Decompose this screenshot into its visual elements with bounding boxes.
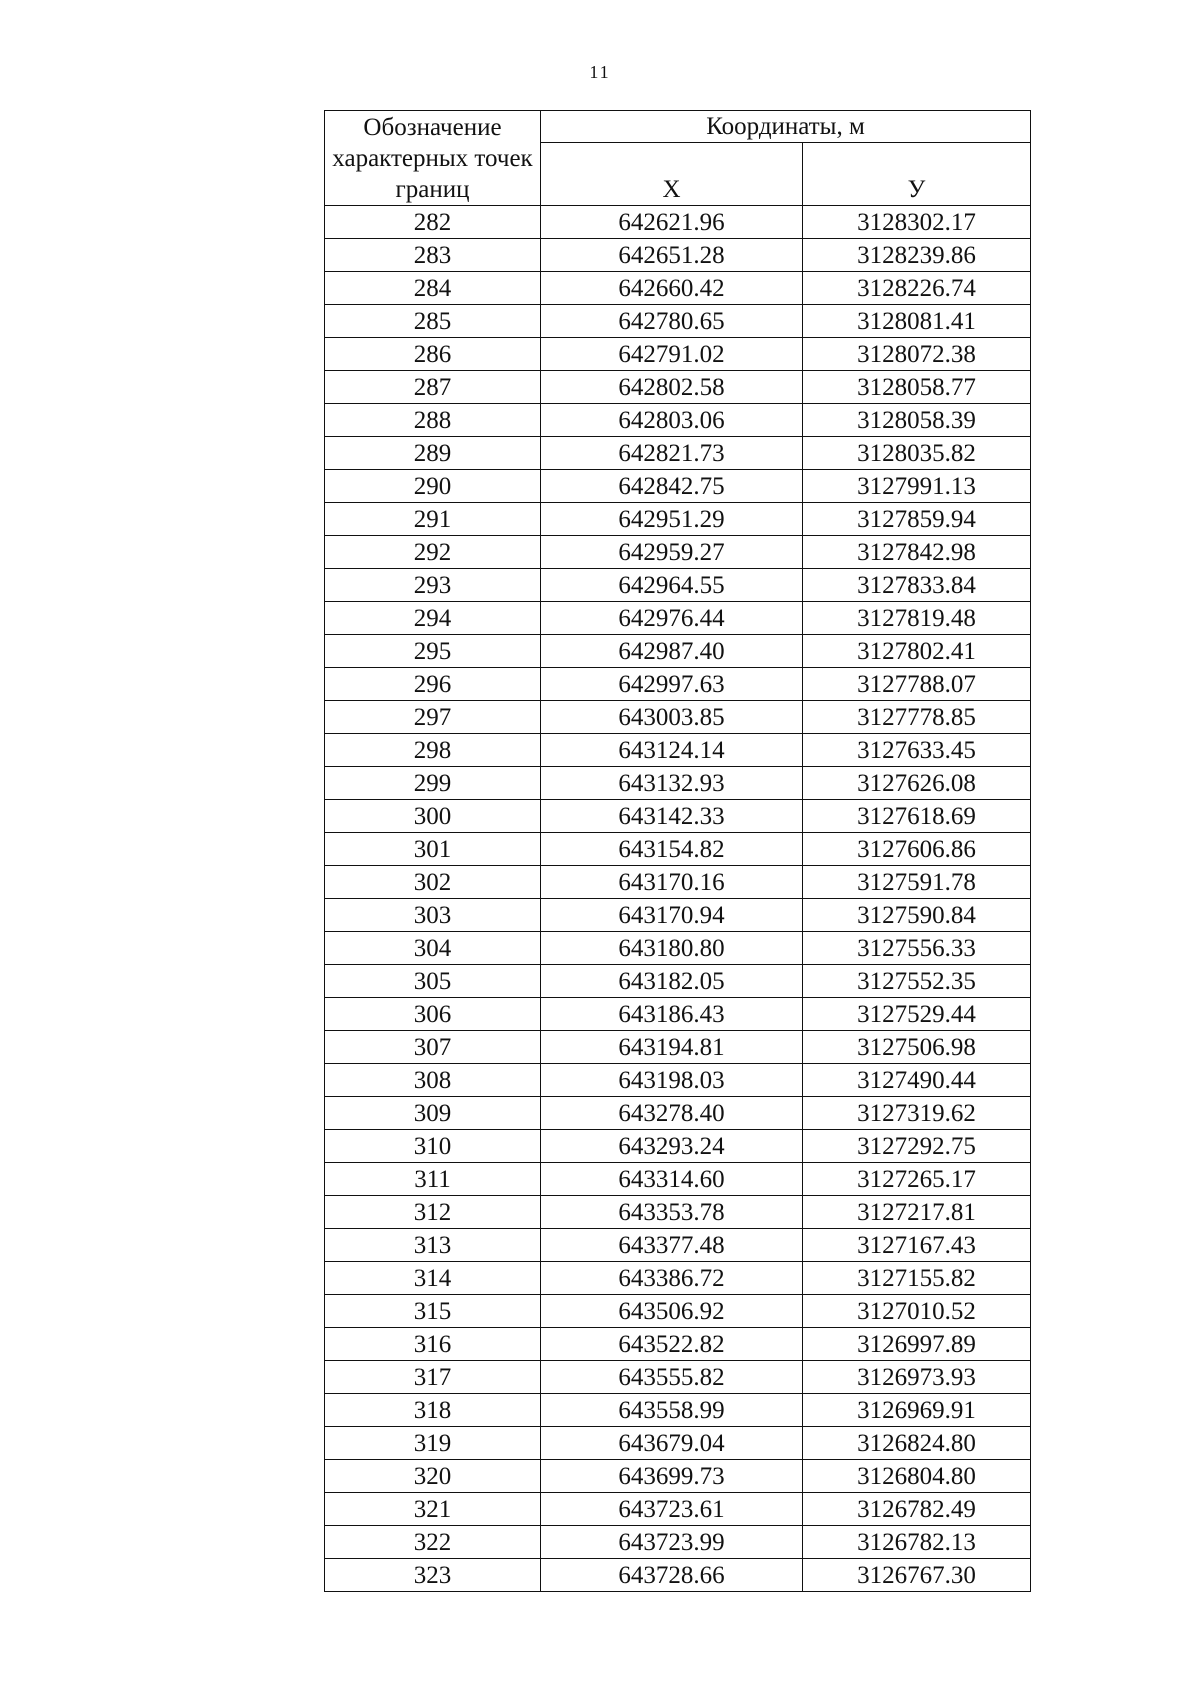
table-row <box>325 569 1031 602</box>
point-number-cell: 301 <box>325 833 541 866</box>
point-number-cell: 285 <box>325 305 541 338</box>
y-coordinate-cell: 3127490.44 <box>803 1064 1031 1097</box>
table-row <box>325 305 1031 338</box>
header-coordinates: Координаты, м <box>541 111 1031 143</box>
table-row <box>325 503 1031 536</box>
point-number-cell: 306 <box>325 998 541 1031</box>
y-coordinate-cell: 3126997.89 <box>803 1328 1031 1361</box>
point-number-cell: 319 <box>325 1427 541 1460</box>
y-coordinate-cell: 3126824.80 <box>803 1427 1031 1460</box>
point-number-cell: 283 <box>325 239 541 272</box>
x-coordinate-cell: 642842.75 <box>541 470 803 503</box>
table-row <box>325 800 1031 833</box>
point-number-cell: 311 <box>325 1163 541 1196</box>
table-row <box>325 602 1031 635</box>
table-row <box>325 998 1031 1031</box>
x-coordinate-cell: 643522.82 <box>541 1328 803 1361</box>
x-coordinate-cell: 643154.82 <box>541 833 803 866</box>
x-coordinate-cell: 643142.33 <box>541 800 803 833</box>
table-row <box>325 932 1031 965</box>
point-number-cell: 321 <box>325 1493 541 1526</box>
point-number-cell: 317 <box>325 1361 541 1394</box>
y-coordinate-cell: 3127819.48 <box>803 602 1031 635</box>
point-number-cell: 318 <box>325 1394 541 1427</box>
table-row <box>325 437 1031 470</box>
table-row <box>325 701 1031 734</box>
table-row <box>325 1196 1031 1229</box>
x-coordinate-cell: 643679.04 <box>541 1427 803 1460</box>
y-coordinate-cell: 3127590.84 <box>803 899 1031 932</box>
table-row <box>325 1493 1031 1526</box>
y-coordinate-cell: 3126767.30 <box>803 1559 1031 1592</box>
y-coordinate-cell: 3127859.94 <box>803 503 1031 536</box>
y-coordinate-cell: 3127778.85 <box>803 701 1031 734</box>
table-row <box>325 635 1031 668</box>
y-coordinate-cell: 3127292.75 <box>803 1130 1031 1163</box>
x-coordinate-cell: 643293.24 <box>541 1130 803 1163</box>
point-number-cell: 298 <box>325 734 541 767</box>
x-coordinate-cell: 642976.44 <box>541 602 803 635</box>
y-coordinate-cell: 3128058.39 <box>803 404 1031 437</box>
point-number-cell: 282 <box>325 206 541 239</box>
y-coordinate-cell: 3127591.78 <box>803 866 1031 899</box>
table-body <box>325 206 1031 1592</box>
x-coordinate-cell: 642821.73 <box>541 437 803 470</box>
table-row <box>325 1460 1031 1493</box>
y-coordinate-cell: 3127606.86 <box>803 833 1031 866</box>
y-coordinate-cell: 3127217.81 <box>803 1196 1031 1229</box>
table-row <box>325 1295 1031 1328</box>
point-number-cell: 284 <box>325 272 541 305</box>
table-row <box>325 1262 1031 1295</box>
point-number-cell: 308 <box>325 1064 541 1097</box>
x-coordinate-cell: 642951.29 <box>541 503 803 536</box>
table-row <box>325 371 1031 404</box>
x-coordinate-cell: 643170.94 <box>541 899 803 932</box>
x-coordinate-cell: 643198.03 <box>541 1064 803 1097</box>
table-row <box>325 1526 1031 1559</box>
table-row <box>325 965 1031 998</box>
x-coordinate-cell: 643723.99 <box>541 1526 803 1559</box>
point-number-cell: 303 <box>325 899 541 932</box>
point-number-cell: 287 <box>325 371 541 404</box>
y-coordinate-cell: 3127626.08 <box>803 767 1031 800</box>
x-coordinate-cell: 642621.96 <box>541 206 803 239</box>
table-row <box>325 1361 1031 1394</box>
point-number-cell: 295 <box>325 635 541 668</box>
point-number-cell: 299 <box>325 767 541 800</box>
y-coordinate-cell: 3127556.33 <box>803 932 1031 965</box>
point-number-cell: 322 <box>325 1526 541 1559</box>
point-number-cell: 310 <box>325 1130 541 1163</box>
table-row <box>325 206 1031 239</box>
table-row <box>325 1163 1031 1196</box>
y-coordinate-cell: 3127155.82 <box>803 1262 1031 1295</box>
table-row <box>325 1427 1031 1460</box>
point-number-cell: 297 <box>325 701 541 734</box>
table-row <box>325 1394 1031 1427</box>
x-coordinate-cell: 643186.43 <box>541 998 803 1031</box>
point-number-cell: 290 <box>325 470 541 503</box>
x-coordinate-cell: 643728.66 <box>541 1559 803 1592</box>
y-coordinate-cell: 3126782.13 <box>803 1526 1031 1559</box>
x-coordinate-cell: 642651.28 <box>541 239 803 272</box>
y-coordinate-cell: 3128226.74 <box>803 272 1031 305</box>
x-coordinate-cell: 642987.40 <box>541 635 803 668</box>
table-row <box>325 1031 1031 1064</box>
y-coordinate-cell: 3128302.17 <box>803 206 1031 239</box>
point-number-cell: 312 <box>325 1196 541 1229</box>
point-number-cell: 286 <box>325 338 541 371</box>
point-number-cell: 296 <box>325 668 541 701</box>
point-number-cell: 314 <box>325 1262 541 1295</box>
point-number-cell: 309 <box>325 1097 541 1130</box>
y-coordinate-cell: 3127633.45 <box>803 734 1031 767</box>
x-coordinate-cell: 643723.61 <box>541 1493 803 1526</box>
x-coordinate-cell: 643314.60 <box>541 1163 803 1196</box>
table-row <box>325 272 1031 305</box>
x-coordinate-cell: 643180.80 <box>541 932 803 965</box>
table-row <box>325 536 1031 569</box>
x-coordinate-cell: 643170.16 <box>541 866 803 899</box>
x-coordinate-cell: 642791.02 <box>541 338 803 371</box>
y-coordinate-cell: 3126973.93 <box>803 1361 1031 1394</box>
y-coordinate-cell: 3127010.52 <box>803 1295 1031 1328</box>
x-coordinate-cell: 643353.78 <box>541 1196 803 1229</box>
table-row <box>325 899 1031 932</box>
x-coordinate-cell: 642959.27 <box>541 536 803 569</box>
x-coordinate-cell: 643558.99 <box>541 1394 803 1427</box>
y-coordinate-cell: 3128081.41 <box>803 305 1031 338</box>
y-coordinate-cell: 3128239.86 <box>803 239 1031 272</box>
point-number-cell: 304 <box>325 932 541 965</box>
point-number-cell: 323 <box>325 1559 541 1592</box>
point-number-cell: 294 <box>325 602 541 635</box>
x-coordinate-cell: 643182.05 <box>541 965 803 998</box>
y-coordinate-cell: 3127788.07 <box>803 668 1031 701</box>
y-coordinate-cell: 3127552.35 <box>803 965 1031 998</box>
point-number-cell: 305 <box>325 965 541 998</box>
table-row <box>325 767 1031 800</box>
y-coordinate-cell: 3127167.43 <box>803 1229 1031 1262</box>
header-x: X <box>541 143 803 206</box>
table-row <box>325 1328 1031 1361</box>
x-coordinate-cell: 643194.81 <box>541 1031 803 1064</box>
point-number-cell: 292 <box>325 536 541 569</box>
x-coordinate-cell: 643124.14 <box>541 734 803 767</box>
table-row <box>325 338 1031 371</box>
y-coordinate-cell: 3127529.44 <box>803 998 1031 1031</box>
point-number-cell: 316 <box>325 1328 541 1361</box>
table-row <box>325 833 1031 866</box>
y-coordinate-cell: 3126782.49 <box>803 1493 1031 1526</box>
table-row <box>325 470 1031 503</box>
point-number-cell: 300 <box>325 800 541 833</box>
x-coordinate-cell: 643506.92 <box>541 1295 803 1328</box>
point-number-cell: 288 <box>325 404 541 437</box>
y-coordinate-cell: 3127833.84 <box>803 569 1031 602</box>
table-row <box>325 734 1031 767</box>
point-number-cell: 293 <box>325 569 541 602</box>
x-coordinate-cell: 642802.58 <box>541 371 803 404</box>
header-y: У <box>803 143 1031 206</box>
x-coordinate-cell: 643278.40 <box>541 1097 803 1130</box>
point-number-cell: 307 <box>325 1031 541 1064</box>
y-coordinate-cell: 3127802.41 <box>803 635 1031 668</box>
y-coordinate-cell: 3128035.82 <box>803 437 1031 470</box>
y-coordinate-cell: 3128072.38 <box>803 338 1031 371</box>
point-number-cell: 315 <box>325 1295 541 1328</box>
header-point-designation: Обозначение характерных точек границ <box>325 111 541 206</box>
table-row <box>325 866 1031 899</box>
y-coordinate-cell: 3127506.98 <box>803 1031 1031 1064</box>
y-coordinate-cell: 3127618.69 <box>803 800 1031 833</box>
table-row <box>325 1130 1031 1163</box>
table-row <box>325 1097 1031 1130</box>
table-row <box>325 668 1031 701</box>
x-coordinate-cell: 642780.65 <box>541 305 803 338</box>
x-coordinate-cell: 642660.42 <box>541 272 803 305</box>
x-coordinate-cell: 642997.63 <box>541 668 803 701</box>
x-coordinate-cell: 643386.72 <box>541 1262 803 1295</box>
table-row <box>325 1559 1031 1592</box>
x-coordinate-cell: 642964.55 <box>541 569 803 602</box>
y-coordinate-cell: 3127319.62 <box>803 1097 1031 1130</box>
x-coordinate-cell: 643132.93 <box>541 767 803 800</box>
table-row <box>325 239 1031 272</box>
x-coordinate-cell: 642803.06 <box>541 404 803 437</box>
coordinates-table <box>324 110 1031 1592</box>
x-coordinate-cell: 643003.85 <box>541 701 803 734</box>
x-coordinate-cell: 643555.82 <box>541 1361 803 1394</box>
point-number-cell: 313 <box>325 1229 541 1262</box>
y-coordinate-cell: 3126969.91 <box>803 1394 1031 1427</box>
y-coordinate-cell: 3127842.98 <box>803 536 1031 569</box>
point-number-cell: 320 <box>325 1460 541 1493</box>
table-row <box>325 1229 1031 1262</box>
point-number-cell: 289 <box>325 437 541 470</box>
point-number-cell: 302 <box>325 866 541 899</box>
y-coordinate-cell: 3127991.13 <box>803 470 1031 503</box>
table-row <box>325 404 1031 437</box>
point-number-cell: 291 <box>325 503 541 536</box>
y-coordinate-cell: 3128058.77 <box>803 371 1031 404</box>
x-coordinate-cell: 643699.73 <box>541 1460 803 1493</box>
x-coordinate-cell: 643377.48 <box>541 1229 803 1262</box>
y-coordinate-cell: 3126804.80 <box>803 1460 1031 1493</box>
y-coordinate-cell: 3127265.17 <box>803 1163 1031 1196</box>
table-row <box>325 1064 1031 1097</box>
page-number: 11 <box>589 62 611 82</box>
